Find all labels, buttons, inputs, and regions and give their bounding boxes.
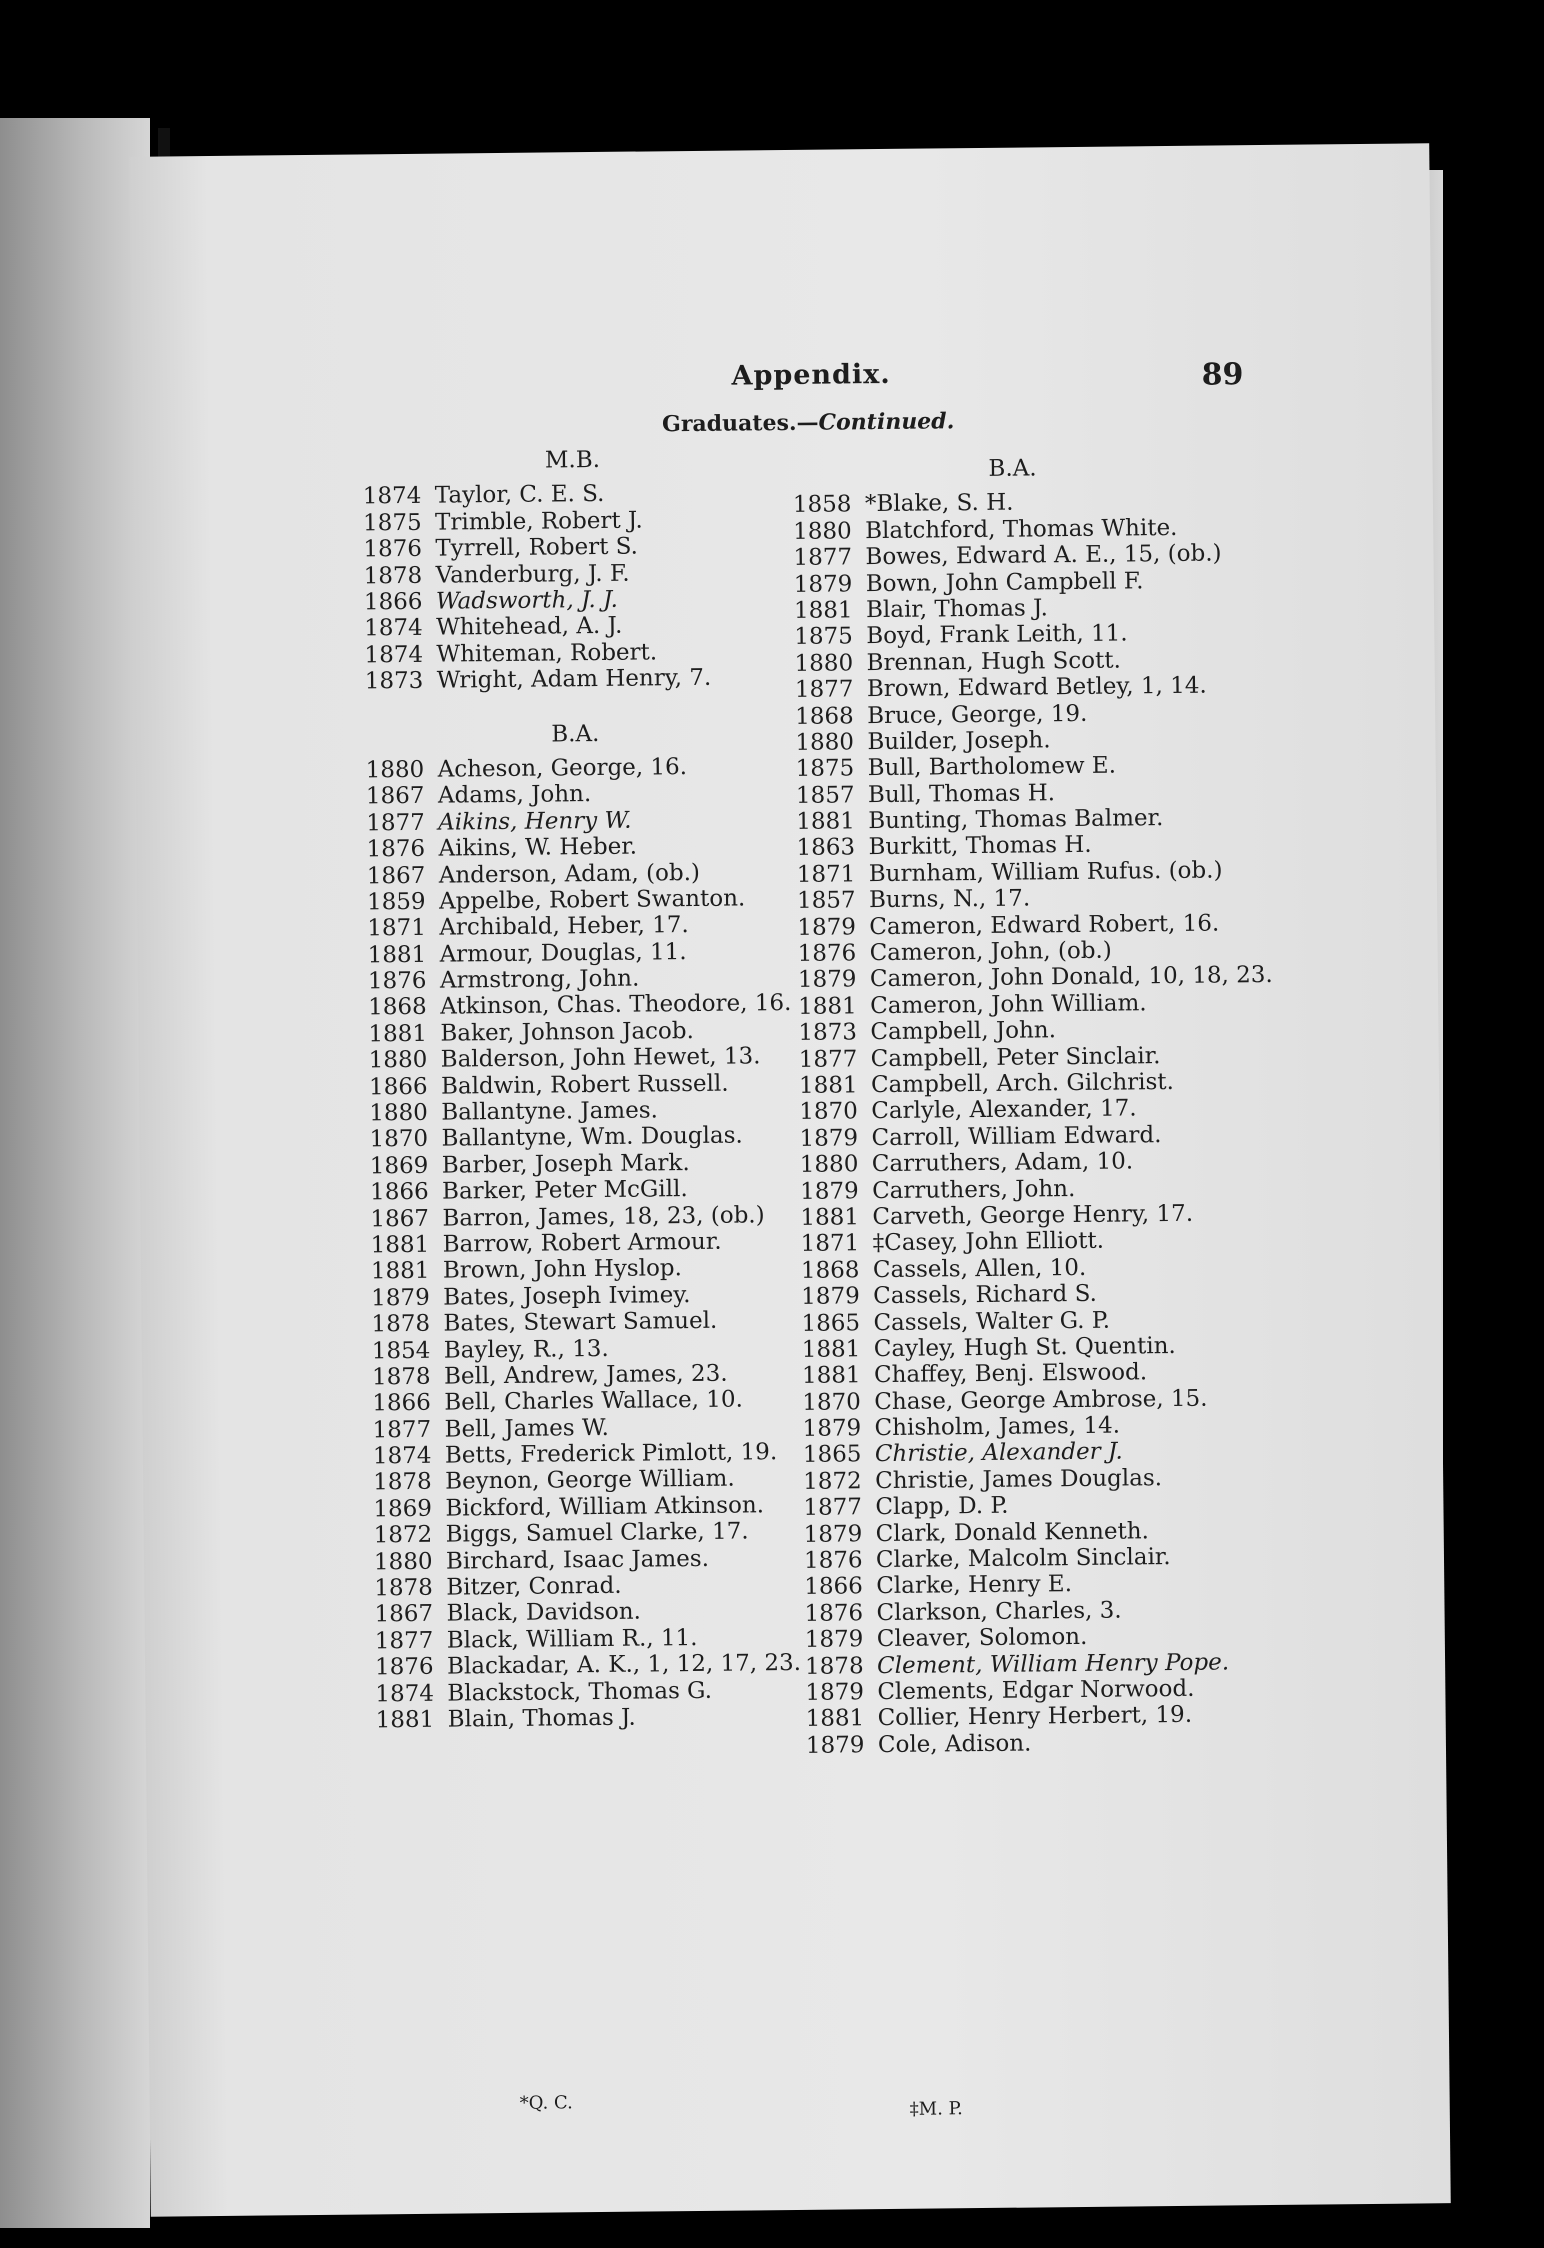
graduation-year: 1880 bbox=[799, 1151, 859, 1179]
subtitle-continued: Continued. bbox=[818, 408, 955, 436]
graduate-name: Armour, Douglas, 11. bbox=[439, 938, 687, 968]
graduate-name: Clarke, Henry E. bbox=[876, 1571, 1073, 1600]
graduate-name: Boyd, Frank Leith, 11. bbox=[866, 620, 1128, 650]
graduation-year: 1863 bbox=[796, 834, 856, 862]
graduation-year: 1866 bbox=[369, 1178, 429, 1206]
graduation-year: 1880 bbox=[793, 518, 852, 545]
graduation-year: 1873 bbox=[798, 1019, 858, 1047]
graduate-name: Baker, Johnson Jacob. bbox=[440, 1017, 694, 1047]
graduate-name: Barber, Joseph Mark. bbox=[441, 1149, 690, 1179]
graduate-name: Cameron, John William. bbox=[870, 990, 1147, 1019]
graduation-year: 1875 bbox=[794, 623, 853, 651]
graduation-year: 1873 bbox=[364, 667, 424, 695]
graduate-name: Clapp, D. P. bbox=[875, 1492, 1009, 1521]
graduate-name: Brown, Edward Betley, 1, 14. bbox=[866, 672, 1207, 703]
graduate-entry bbox=[374, 1650, 802, 1681]
graduation-year: 1876 bbox=[804, 1600, 864, 1627]
graduation-year: 1878 bbox=[363, 562, 423, 590]
graduate-name: Acheson, George, 16. bbox=[437, 753, 688, 783]
graduate-name: Blackadar, A. K., 1, 12, 17, 23. bbox=[446, 1650, 802, 1680]
graduate-name: Biggs, Samuel Clarke, 17. bbox=[445, 1518, 749, 1548]
graduate-entry bbox=[375, 1703, 795, 1734]
graduation-year: 1881 bbox=[798, 1072, 858, 1099]
graduate-entry bbox=[797, 962, 1273, 994]
graduate-name: Carlyle, Alexander, 17. bbox=[871, 1095, 1137, 1125]
graduation-year: 1879 bbox=[797, 966, 857, 994]
graduate-name: Betts, Frederick Pimlott, 19. bbox=[444, 1439, 778, 1469]
graduation-year: 1878 bbox=[373, 1469, 432, 1496]
graduate-name: Bruce, George, 19. bbox=[867, 700, 1088, 729]
graduation-year: 1876 bbox=[363, 536, 423, 563]
graduate-name: Bell, Charles Wallace, 10. bbox=[444, 1386, 743, 1416]
ba-heading-right: B.A. bbox=[988, 455, 1037, 482]
mb-list bbox=[363, 479, 785, 695]
graduation-year: 1877 bbox=[798, 1045, 858, 1073]
graduate-name: Clark, Donald Kenneth. bbox=[875, 1517, 1150, 1547]
graduate-name: Trimble, Robert J. bbox=[434, 507, 643, 536]
graduation-year: 1874 bbox=[362, 483, 422, 510]
graduation-year: 1866 bbox=[363, 588, 423, 616]
graduation-year: 1876 bbox=[374, 1653, 434, 1681]
graduate-name: Carruthers, Adam, 10. bbox=[871, 1148, 1134, 1178]
running-head: Appendix. bbox=[731, 358, 891, 392]
graduate-name: Ballantyne. James. bbox=[441, 1097, 659, 1126]
graduation-year: 1881 bbox=[798, 993, 857, 1020]
graduate-name: Campbell, Peter Sinclair. bbox=[870, 1042, 1161, 1072]
adjacent-page-edge bbox=[0, 118, 150, 2228]
graduate-name: Burns, N., 17. bbox=[868, 885, 1031, 914]
graduate-name: Cameron, John, (ob.) bbox=[869, 937, 1112, 967]
graduate-name: Wright, Adam Henry, 7. bbox=[436, 664, 712, 694]
graduation-year: 1881 bbox=[796, 808, 855, 836]
footnote-qc: *Q. C. bbox=[519, 2092, 573, 2114]
graduate-name: Appelbe, Robert Swanton. bbox=[438, 885, 746, 915]
graduate-name: Barker, Peter McGill. bbox=[441, 1176, 688, 1205]
graduation-year: 1877 bbox=[374, 1627, 434, 1655]
graduate-name: Cole, Adison. bbox=[877, 1730, 1032, 1758]
graduate-name: Bates, Joseph Ivimey. bbox=[443, 1281, 691, 1311]
graduation-year: 1879 bbox=[801, 1283, 860, 1311]
graduation-year: 1878 bbox=[371, 1363, 431, 1391]
graduate-name: Bull, Thomas H. bbox=[867, 779, 1056, 808]
graduate-name: Chase, George Ambrose, 15. bbox=[874, 1385, 1208, 1415]
graduation-year: 1879 bbox=[793, 570, 853, 598]
graduate-name: Whitehead, A. J. bbox=[436, 613, 623, 642]
graduation-year: 1867 bbox=[370, 1205, 430, 1232]
graduate-name: Aikins, W. Heber. bbox=[438, 833, 638, 862]
graduate-name: Atkinson, Chas. Theodore, 16. bbox=[440, 990, 792, 1021]
graduate-name: Ballantyne, Wm. Douglas. bbox=[441, 1122, 743, 1153]
page-content bbox=[129, 143, 1451, 2217]
graduation-year: 1880 bbox=[795, 729, 855, 756]
graduation-year: 1870 bbox=[799, 1098, 858, 1126]
graduation-year: 1858 bbox=[792, 491, 852, 519]
graduation-year: 1878 bbox=[374, 1574, 433, 1602]
graduate-name: Carroll, William Edward. bbox=[871, 1121, 1162, 1151]
section-subtitle bbox=[662, 408, 954, 437]
graduation-year: 1880 bbox=[368, 1047, 428, 1074]
graduate-name: Adams, John. bbox=[437, 781, 592, 809]
graduation-year: 1879 bbox=[371, 1284, 430, 1312]
graduate-name: Blair, Thomas J. bbox=[865, 595, 1048, 624]
graduate-entry bbox=[372, 1386, 792, 1417]
graduate-name: ‡Casey, John Elliott. bbox=[872, 1228, 1105, 1257]
graduation-year: 1881 bbox=[800, 1204, 860, 1231]
graduate-name: Wadsworth, J. J. bbox=[435, 586, 618, 615]
graduation-year: 1871 bbox=[367, 915, 427, 942]
graduation-year: 1857 bbox=[795, 782, 855, 809]
graduate-name: Bull, Bartholomew E. bbox=[867, 752, 1117, 782]
subtitle-main: Graduates.— bbox=[661, 409, 819, 438]
graduate-name: Tyrrell, Robert S. bbox=[435, 533, 639, 562]
graduate-entry bbox=[797, 857, 1237, 888]
graduate-entry bbox=[802, 1385, 1242, 1416]
graduation-year: 1878 bbox=[371, 1310, 431, 1338]
graduation-year: 1881 bbox=[805, 1705, 865, 1733]
graduation-year: 1867 bbox=[365, 783, 425, 810]
graduate-name: Blackstock, Thomas G. bbox=[447, 1677, 713, 1707]
graduate-name: Christie, Alexander J. bbox=[874, 1439, 1123, 1468]
graduate-entry bbox=[374, 1518, 794, 1549]
graduate-name: Campbell, Arch. Gilchrist. bbox=[870, 1068, 1175, 1099]
graduate-name: Archibald, Heber, 17. bbox=[439, 912, 689, 941]
graduate-name: Clements, Edgar Norwood. bbox=[877, 1675, 1195, 1706]
graduate-name: Cameron, John Donald, 10, 18, 23. bbox=[869, 962, 1273, 993]
graduate-name: Bayley, R., 13. bbox=[443, 1335, 609, 1364]
graduate-entry bbox=[802, 1332, 1242, 1363]
graduate-name: Bell, James W. bbox=[444, 1414, 609, 1443]
graduate-name: Cameron, Edward Robert, 16. bbox=[869, 910, 1220, 940]
graduate-name: Armstrong, John. bbox=[439, 965, 640, 994]
graduate-name: Whiteman, Robert. bbox=[436, 639, 658, 668]
graduate-name: Beynon, George William. bbox=[445, 1466, 735, 1496]
ba-list-right bbox=[792, 488, 1273, 1759]
graduation-year: 1859 bbox=[366, 888, 426, 916]
graduation-year: 1880 bbox=[794, 650, 854, 677]
graduate-name: Bitzer, Conrad. bbox=[446, 1572, 622, 1601]
graduation-year: 1877 bbox=[793, 544, 853, 572]
graduate-entry bbox=[367, 885, 787, 916]
graduation-year: 1878 bbox=[804, 1652, 864, 1680]
graduation-year: 1866 bbox=[372, 1390, 431, 1417]
graduate-entry bbox=[806, 1728, 1246, 1759]
graduation-year: 1874 bbox=[375, 1680, 435, 1707]
graduation-year: 1874 bbox=[372, 1442, 432, 1470]
graduation-year: 1870 bbox=[369, 1126, 429, 1153]
graduate-name: Cayley, Hugh St. Quentin. bbox=[873, 1332, 1176, 1363]
graduate-name: *Blake, S. H. bbox=[864, 490, 1014, 518]
graduation-year: 1876 bbox=[803, 1547, 863, 1574]
graduation-year: 1879 bbox=[802, 1415, 862, 1442]
graduate-entry bbox=[370, 1202, 790, 1233]
graduation-year: 1869 bbox=[369, 1152, 429, 1180]
book-page bbox=[129, 143, 1451, 2217]
graduate-entry bbox=[800, 1200, 1240, 1231]
left-column bbox=[362, 445, 802, 1734]
graduate-name: Campbell, John. bbox=[870, 1017, 1057, 1046]
graduate-name: Bates, Stewart Samuel. bbox=[443, 1307, 718, 1337]
right-column bbox=[792, 453, 1273, 1759]
graduation-year: 1866 bbox=[368, 1073, 428, 1101]
graduate-name: Clarkson, Charles, 3. bbox=[876, 1597, 1122, 1626]
graduate-name: Blain, Thomas J. bbox=[447, 1704, 636, 1733]
graduate-name: Taylor, C. E. S. bbox=[434, 481, 605, 510]
graduate-entry bbox=[797, 910, 1237, 941]
graduation-year: 1874 bbox=[364, 615, 423, 642]
graduate-name: Anderson, Adam, (ob.) bbox=[438, 859, 701, 889]
graduation-year: 1881 bbox=[370, 1258, 430, 1285]
graduation-year: 1881 bbox=[801, 1336, 861, 1363]
graduation-year: 1868 bbox=[368, 994, 427, 1021]
graduation-year: 1876 bbox=[367, 967, 427, 995]
graduate-name: Carruthers, John. bbox=[871, 1175, 1076, 1204]
graduation-year: 1880 bbox=[369, 1099, 428, 1127]
graduate-name: Vanderburg, J. F. bbox=[435, 560, 630, 589]
graduation-year: 1877 bbox=[366, 809, 425, 837]
graduate-entry bbox=[793, 541, 1233, 572]
graduation-year: 1880 bbox=[365, 756, 425, 784]
mb-heading: M.B. bbox=[544, 446, 601, 474]
graduation-year: 1877 bbox=[794, 676, 854, 704]
footnote-mp: ‡M. P. bbox=[909, 2098, 963, 2120]
graduation-year: 1874 bbox=[364, 641, 424, 669]
graduation-year: 1867 bbox=[366, 862, 426, 889]
graduation-year: 1865 bbox=[801, 1309, 861, 1337]
graduate-name: Bowes, Edward A. E., 15, (ob.) bbox=[865, 540, 1222, 571]
graduate-name: Clement, William Henry Pope. bbox=[876, 1649, 1230, 1679]
graduate-name: Cassels, Walter G. P. bbox=[873, 1307, 1111, 1336]
graduate-name: Bell, Andrew, James, 23. bbox=[443, 1360, 728, 1390]
graduate-name: Bickford, William Atkinson. bbox=[445, 1492, 765, 1522]
graduate-entry bbox=[369, 1122, 789, 1153]
graduation-year: 1868 bbox=[795, 702, 854, 730]
graduate-name: Aikins, Henry W. bbox=[438, 807, 632, 836]
graduation-year: 1881 bbox=[375, 1706, 435, 1734]
graduation-year: 1881 bbox=[368, 1020, 428, 1048]
graduation-year: 1871 bbox=[796, 861, 856, 888]
graduation-year: 1875 bbox=[362, 509, 422, 537]
graduate-name: Burkitt, Thomas H. bbox=[868, 832, 1092, 861]
graduation-year: 1871 bbox=[800, 1230, 860, 1258]
graduate-name: Carveth, George Henry, 17. bbox=[872, 1200, 1194, 1231]
graduation-year: 1867 bbox=[374, 1601, 434, 1628]
ba-heading-left: B.A. bbox=[551, 720, 600, 748]
graduation-year: 1876 bbox=[366, 835, 426, 863]
graduate-name: Black, Davidson. bbox=[446, 1599, 642, 1628]
page-number: 89 bbox=[1201, 357, 1244, 393]
graduation-year: 1881 bbox=[370, 1231, 430, 1259]
graduate-name: Builder, Joseph. bbox=[867, 727, 1051, 756]
graduation-year: 1879 bbox=[803, 1520, 863, 1548]
graduation-year: 1857 bbox=[796, 887, 856, 915]
graduation-year: 1870 bbox=[802, 1388, 862, 1416]
graduation-year: 1881 bbox=[793, 597, 853, 624]
graduation-year: 1880 bbox=[373, 1548, 433, 1576]
graduation-year: 1872 bbox=[803, 1468, 862, 1495]
graduate-name: Chisholm, James, 14. bbox=[874, 1412, 1121, 1442]
graduation-year: 1879 bbox=[799, 1125, 859, 1152]
graduation-year: 1872 bbox=[373, 1522, 433, 1549]
graduate-name: Bunting, Thomas Balmer. bbox=[868, 805, 1164, 835]
graduate-name: Burnham, William Rufus. (ob.) bbox=[868, 857, 1223, 888]
graduation-year: 1868 bbox=[800, 1257, 860, 1284]
graduation-year: 1879 bbox=[799, 1177, 859, 1205]
graduate-name: Collier, Henry Herbert, 19. bbox=[877, 1702, 1193, 1732]
graduation-year: 1876 bbox=[797, 940, 857, 967]
graduate-entry bbox=[799, 1068, 1239, 1099]
graduate-name: Cassels, Richard S. bbox=[873, 1280, 1098, 1310]
graduate-entry bbox=[795, 672, 1235, 703]
graduation-year: 1879 bbox=[805, 1679, 865, 1706]
graduation-year: 1865 bbox=[802, 1441, 862, 1469]
graduate-name: Chaffey, Benj. Elswood. bbox=[873, 1359, 1148, 1389]
graduation-year: 1879 bbox=[797, 913, 857, 941]
graduate-name: Black, William R., 11. bbox=[446, 1624, 698, 1654]
graduation-year: 1866 bbox=[804, 1573, 863, 1601]
graduate-name: Balderson, John Hewet, 13. bbox=[440, 1043, 761, 1073]
graduation-year: 1879 bbox=[804, 1626, 864, 1654]
graduate-name: Barrow, Robert Armour. bbox=[442, 1228, 722, 1258]
graduate-name: Christie, James Douglas. bbox=[875, 1464, 1163, 1494]
graduation-year: 1881 bbox=[367, 941, 427, 969]
graduate-name: Clarke, Malcolm Sinclair. bbox=[875, 1544, 1171, 1574]
graduate-name: Bown, John Campbell F. bbox=[865, 567, 1144, 597]
graduation-year: 1877 bbox=[803, 1494, 863, 1522]
graduate-name: Blatchford, Thomas White. bbox=[865, 514, 1178, 544]
graduate-name: Baldwin, Robert Russell. bbox=[440, 1070, 729, 1100]
graduation-year: 1869 bbox=[373, 1495, 433, 1523]
ba-list-left bbox=[365, 753, 802, 1734]
graduation-year: 1879 bbox=[805, 1732, 865, 1759]
graduation-year: 1877 bbox=[372, 1416, 432, 1444]
graduate-name: Cassels, Allen, 10. bbox=[872, 1254, 1087, 1283]
graduate-name: Brown, John Hyslop. bbox=[442, 1255, 683, 1284]
graduate-entry bbox=[368, 990, 792, 1021]
graduate-name: Barron, James, 18, 23, (ob.) bbox=[442, 1201, 765, 1232]
graduation-year: 1881 bbox=[801, 1362, 861, 1390]
graduation-year: 1875 bbox=[795, 755, 855, 783]
graduate-entry bbox=[806, 1702, 1246, 1733]
graduate-name: Birchard, Isaac James. bbox=[445, 1545, 710, 1575]
graduation-year: 1854 bbox=[371, 1337, 431, 1364]
graduate-name: Brennan, Hugh Scott. bbox=[866, 647, 1121, 676]
graduate-entry bbox=[369, 1070, 789, 1101]
graduate-name: Cleaver, Solomon. bbox=[876, 1624, 1088, 1653]
